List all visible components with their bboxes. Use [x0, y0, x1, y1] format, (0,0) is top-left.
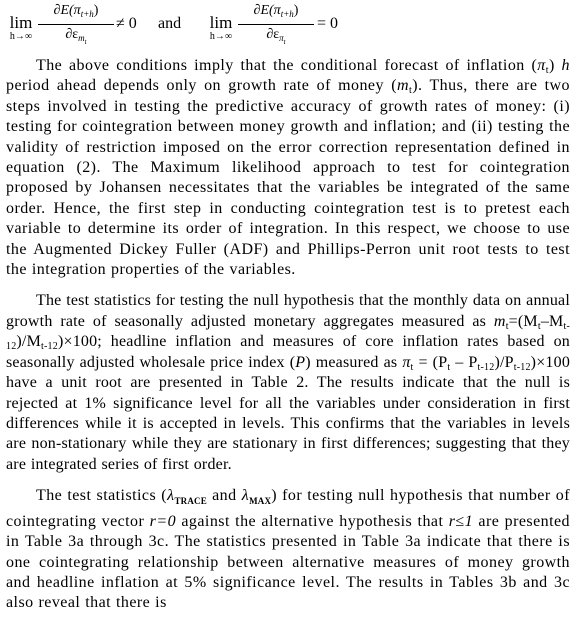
not-equal-zero: ≠ 0 [116, 15, 137, 32]
and-conjunction: and [158, 15, 182, 32]
partial-derivative-fraction-2: $\partial E(\pi_{t+h})$ $\partial\varepsilon_{\pi_t}$ [238, 2, 314, 50]
paragraph-unit-root-tests: The test statistics for testing the null hypothesis that the monthly data on annual growth rate of seasonally adjusted monetary aggregates measured as $m_t=(M_t-M_{t-12})/M_{t-12})\times 100$; headline inflation and measures of core inflation rates based on seasonally adjusted wholesale price index (P) measured as $\pi_t = (P_t - P_{t-12})/P_{t-12})\times 100$ have a unit root are presented in Table 2. The results indicate that the null is rejected at 1% significance level for all the variables under consideration in first differences while it is accepted in levels. This confirms that the variables in levels are non-stationary while they are stationary in first differences; suggesting that they are integrated series of first order. [6, 292, 571, 473]
paragraph-conditions-implication: The above conditions imply that the conditional forecast of inflation $(\pi_t)$ h period ahead depends only on growth rate of money $(m_t)$. Thus, there are two steps involved in testing the predictive accuracy of growth rates of money: (i) testing for cointegration between money growth and inflation; and (ii) testing the validity of restriction imposed on the error correction representation defined in equation (2). The Maximum likelihood approach to test for cointegration proposed by Johansen necessitates that the variables be integrated of the same order. Hence, the first step in conducting cointegration test is to pretest each variable to determine its order of integration. In this respect, we choose to use the Augmented Dickey Fuller (ADF) and Phillips-Perron unit root tests to test the integration properties of the variables. [6, 57, 570, 279]
paragraph-cointegration-statistics: The test statistics ($\lambda_{TRACE}$ and $\lambda_{MAX}$) for testing null hypothesis that number of cointegrating vector r=0 against the alternative hypothesis that r≤1 are presented in Table 3a through 3c. The statistics presented in Table 3a indicate that there is one cointegrating relationship between alternative measures of money growth and headline inflation at 5% significance level. The results in Tables 3b and 3c also reveal that there is [6, 487, 570, 612]
limit-operator-1: lim h→∞ [9, 13, 33, 42]
partial-derivative-fraction-1: $\partial E(\pi_{t+h})$ $\partial\varepsilon_{m_t}$ [38, 2, 114, 50]
body-text [6, 56, 570, 614]
limit-operator-2: lim h→∞ [209, 13, 233, 42]
limit-conditions-equation [6, 2, 566, 54]
equals-zero: = 0 [317, 15, 339, 32]
